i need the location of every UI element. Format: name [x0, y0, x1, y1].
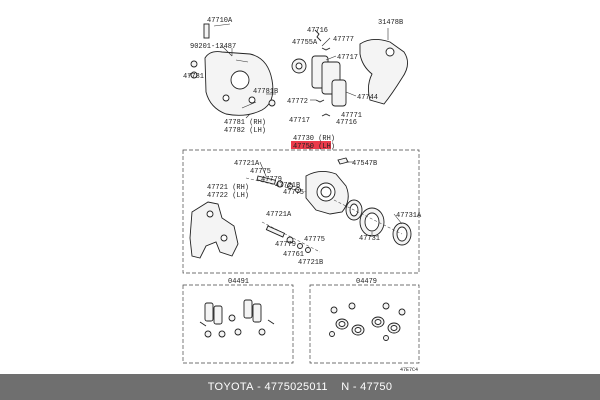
label-47750-lh: 47750 (LH)	[293, 143, 336, 151]
footer-brand: TOYOTA	[207, 381, 254, 393]
label-04479: 04479	[356, 278, 378, 286]
label-47781B: 47781B	[253, 88, 279, 96]
label-47716-bottom: 47716	[336, 119, 358, 127]
label-47717-top: 47717	[337, 54, 359, 62]
footer-separator: -	[253, 381, 265, 393]
label-47721B-top: 47721B	[275, 182, 301, 190]
label-47781: 47781	[183, 73, 205, 81]
label-47547B: 47547B	[352, 160, 378, 168]
label-47761: 47761	[283, 251, 305, 259]
label-47721A-top: 47721A	[234, 160, 260, 168]
label-47717-bottom: 47717	[289, 117, 311, 125]
label-47730-rh: 47730 (RH)	[293, 135, 336, 143]
label-47775-bottom: 47775	[304, 236, 326, 244]
label-47779-top: 47779	[261, 176, 283, 184]
kit-04479-parts	[330, 303, 406, 341]
diagram-reference-code: 47E7C4	[400, 367, 419, 373]
footer-callout-number: 47750	[360, 381, 393, 393]
label-90201-12487: 90201-12487	[190, 43, 237, 51]
label-47775-mid: 47775	[283, 189, 305, 197]
label-47755A: 47755A	[292, 39, 318, 47]
label-47771: 47771	[341, 112, 363, 120]
label-47721-rh: 47721 (RH)	[207, 184, 250, 192]
label-47710A: 47710A	[207, 17, 233, 25]
label-47779-bottom: 47779	[275, 241, 297, 249]
label-47731A: 47731A	[396, 212, 422, 220]
dust-cover-group	[191, 24, 279, 118]
label-47722-lh: 47722 (LH)	[207, 192, 250, 200]
caliper-group	[190, 158, 411, 258]
label-47781-rh: 47781 (RH)	[224, 119, 267, 127]
kit-04479-frame	[310, 285, 419, 363]
shim-part	[332, 80, 346, 106]
label-47721B-bottom: 47721B	[298, 259, 324, 267]
bolt-part	[191, 61, 197, 67]
clip-part	[269, 100, 275, 106]
screw-part	[204, 24, 209, 38]
footer-separator-2: N -	[327, 381, 361, 393]
kit-04491-parts	[200, 300, 274, 337]
label-47772: 47772	[287, 98, 309, 106]
label-47716-top: 47716	[307, 27, 329, 35]
footer-part-number: 4775025011	[264, 381, 328, 393]
footer-bar	[0, 374, 600, 400]
label-47721A-bottom: 47721A	[266, 211, 292, 219]
mounting-bracket-part	[190, 202, 238, 258]
label-04491: 04491	[228, 278, 250, 286]
label-47775-top: 47775	[250, 168, 272, 176]
label-47731: 47731	[359, 235, 381, 243]
kit-04491-frame	[183, 285, 293, 363]
label-47782-lh: 47782 (LH)	[224, 127, 267, 135]
label-47744: 47744	[357, 94, 379, 102]
label-47777: 47777	[333, 36, 355, 44]
label-31478B: 31478B	[378, 19, 404, 27]
